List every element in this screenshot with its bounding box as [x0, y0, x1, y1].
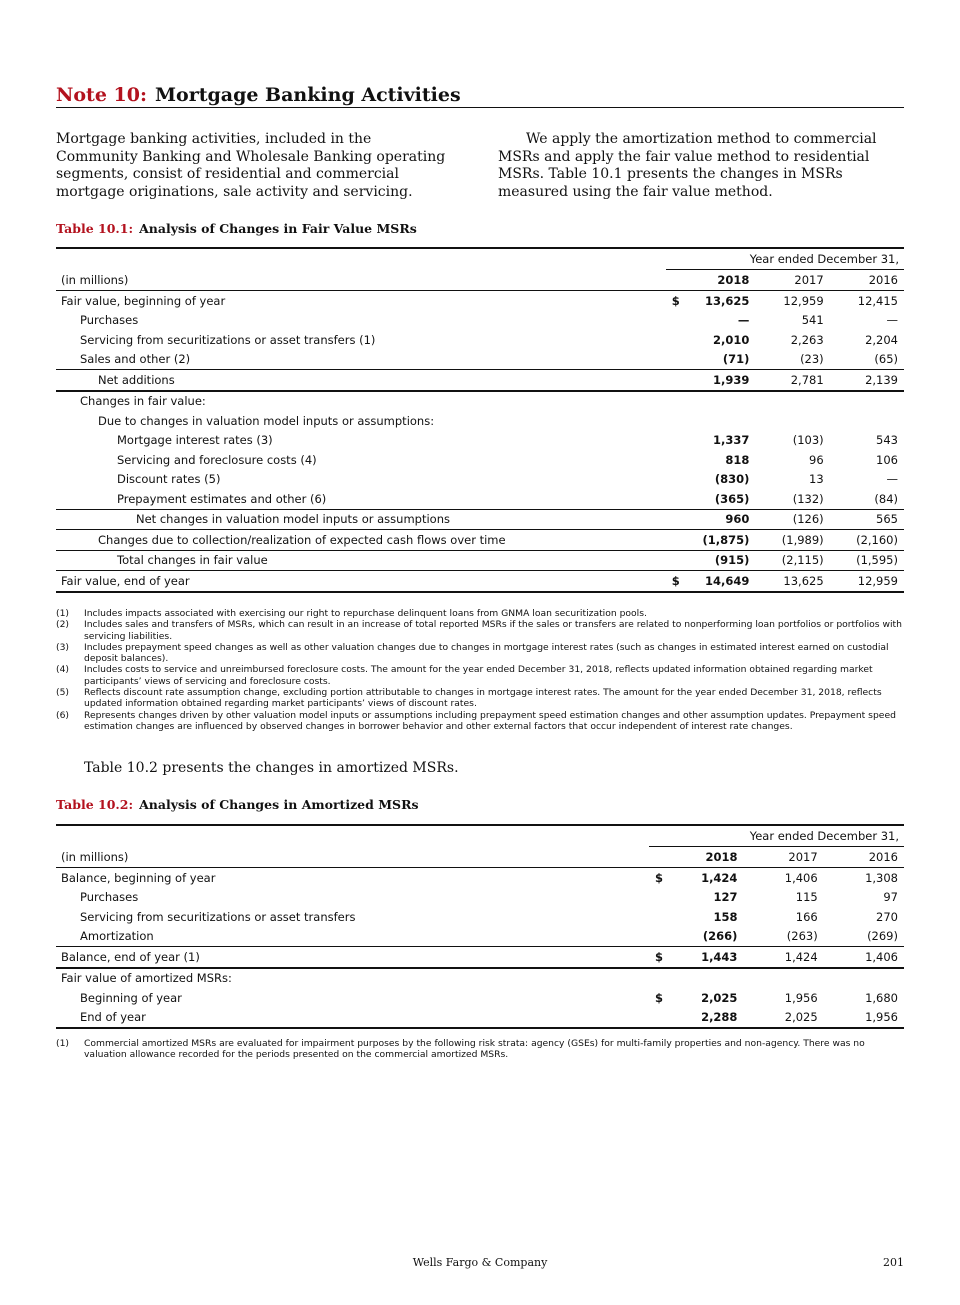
- table-row: Balance, end of year (1) $ 1,443 1,424 1,406: [56, 947, 904, 968]
- table-row: Total changes in fair value (915) (2,115) (1,595): [56, 550, 904, 571]
- table-row: Servicing and foreclosure costs (4) 818 96 106: [117, 452, 898, 467]
- table2-title: Analysis of Changes in Amortized MSRs: [139, 797, 419, 812]
- table-row: Changes in fair value:: [80, 394, 206, 409]
- footnote: (6) Represents changes driven by other valuation model inputs or assumptions including prepayment speed estimation changes and other assumption updates. Prepayment speed estimation changes are influenced by observed changes in borrower behavior and other external factors that occur independent of interest rate changes.: [56, 709, 896, 732]
- note-number: Note 10:: [56, 84, 147, 106]
- table-row: Servicing from securitizations or asset transfers (1) 2,010 2,263 2,204: [80, 332, 898, 347]
- footer-company: Wells Fargo & Company: [412, 1256, 548, 1269]
- table-row: Amortization (266) (263) (269): [80, 929, 898, 944]
- table-row: Changes due to collection/realization of expected cash flows over time (1,875) (1,989) (2,160): [56, 530, 904, 551]
- table1-year-2016: 2016: [830, 270, 904, 291]
- table1-title: Analysis of Changes in Fair Value MSRs: [139, 221, 417, 236]
- table-row: Purchases 127 115 97: [80, 890, 898, 905]
- table-row: Mortgage interest rates (3) 1,337 (103) 543: [117, 433, 898, 448]
- table2-caption: [56, 797, 419, 812]
- table1-caption: [56, 221, 417, 236]
- footnote: (3) Includes prepayment speed changes as well as other valuation changes due to changes in mortgage interest rates (such as changes in estimated interest earned on custodial deposit balances).: [56, 641, 889, 665]
- table2-year-2017: 2017: [743, 847, 823, 868]
- table-row: Due to changes in valuation model inputs or assumptions:: [98, 413, 435, 428]
- table1-unit: (in millions): [56, 270, 666, 291]
- table1-period: Year ended December 31,: [666, 249, 904, 270]
- table-row: Net additions 1,939 2,781 2,139: [56, 370, 904, 391]
- table-row: Fair value of amortized MSRs:: [61, 971, 232, 986]
- footnote: (2) Includes sales and transfers of MSRs, which can result in an increase of total reported MSRs if the sales or transfers are related to nonperforming loan portfolios or portfolios with servicing liabilities.: [56, 619, 902, 642]
- note-heading: [56, 84, 904, 108]
- table2-intro: Table 10.2 presents the changes in amortized MSRs.: [84, 760, 459, 776]
- intro-paragraph-left: Mortgage banking activities, included in the Community Banking and Wholesale Banking operating segments, consist of residential and commercial mortgage originations, sale activity and servicing.: [56, 131, 446, 200]
- table-row: Purchases — 541 —: [80, 313, 898, 328]
- table-row: End of year 2,288 2,025 1,956: [56, 1008, 904, 1029]
- table1-year-2018: 2018: [690, 270, 756, 291]
- page-number: 201: [883, 1256, 904, 1269]
- table1-number: Table 10.1:: [56, 221, 134, 236]
- table-row: Net changes in valuation model inputs or assumptions 960 (126) 565: [56, 509, 904, 530]
- footnote: (1) Commercial amortized MSRs are evaluated for impairment purposes by the following risk strata: agency (GSEs) for multi-family properties and non-agency. There was no valuation allowance recorded for the periods presented on the commercial amortized MSRs.: [56, 1038, 865, 1061]
- table2-period: Year ended December 31,: [649, 826, 904, 847]
- table-row: Fair value, beginning of year $ 13,625 12,959 12,415: [61, 293, 898, 308]
- table-row: Prepayment estimates and other (6) (365) (132) (84): [117, 491, 898, 506]
- table1: [56, 247, 904, 593]
- table2-number: Table 10.2:: [56, 797, 134, 812]
- table-row: Beginning of year $ 2,025 1,956 1,680: [80, 990, 898, 1005]
- intro-paragraph-right: We apply the amortization method to commercial MSRs and apply the fair value method to residential MSRs. Table 10.1 presents the changes in MSRs measured using the fair value method.: [498, 131, 877, 200]
- table2-unit: (in millions): [56, 847, 649, 868]
- table-row: Servicing from securitizations or asset transfers 158 166 270: [80, 909, 898, 924]
- table-row: Fair value, end of year $ 14,649 13,625 12,959: [56, 571, 904, 592]
- table-row: Sales and other (2) (71) (23) (65): [80, 352, 898, 367]
- note-title: Mortgage Banking Activities: [154, 84, 461, 106]
- table2-footnotes: [56, 1038, 904, 1061]
- table1-footnotes: [56, 608, 904, 732]
- table2: [56, 824, 904, 1029]
- footnote: (5) Reflects discount rate assumption change, excluding portion attributable to changes in mortgage interest rates. The amount for the year ended December 31, 2018, reflects updated information obtained regarding market participants’ views of discount rates.: [56, 687, 882, 710]
- table2-year-2016: 2016: [824, 847, 904, 868]
- table-row: Discount rates (5) (830) 13 —: [117, 472, 898, 487]
- table1-year-2017: 2017: [755, 270, 829, 291]
- table2-year-2018: 2018: [676, 847, 743, 868]
- table-row: Balance, beginning of year $ 1,424 1,406 1,308: [61, 870, 898, 885]
- footnote: (1) Includes impacts associated with exercising our right to repurchase delinquent loans from GNMA loan securitization pools.: [56, 608, 647, 619]
- footnote: (4) Includes costs to service and unreimbursed foreclosure costs. The amount for the year ended December 31, 2018, reflects updated information obtained regarding market participants’ views of servicing and foreclosure costs.: [56, 664, 873, 687]
